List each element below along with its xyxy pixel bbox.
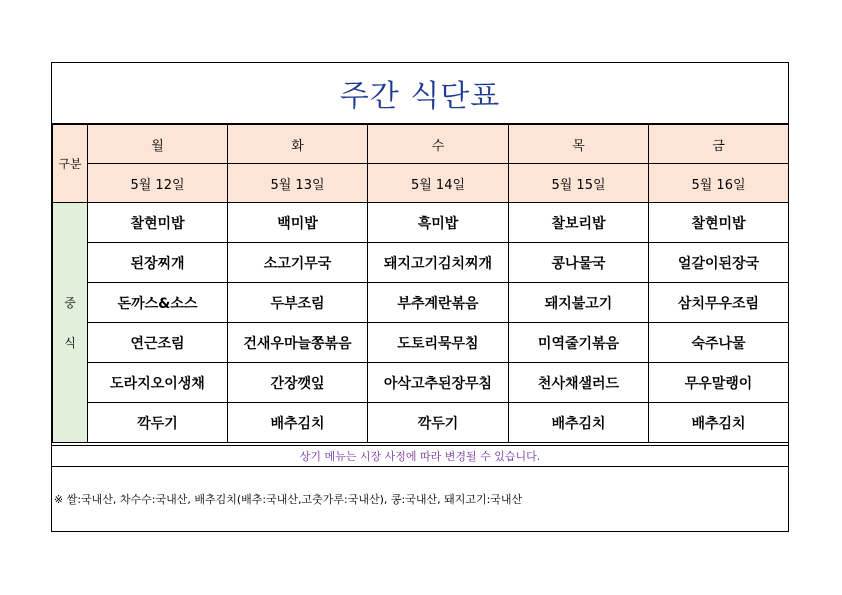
- jungsik-label-1: 중: [64, 295, 76, 310]
- menu-row: [53, 283, 789, 323]
- menu-cell: 도토리묵무침: [368, 323, 509, 363]
- menu-cell: 배추김치: [649, 403, 789, 443]
- menu-cell: 찰보리밥: [509, 203, 649, 243]
- menu-row: [53, 363, 789, 403]
- menu-cell: 배추김치: [228, 403, 368, 443]
- date-thu: 5월 15일: [509, 164, 649, 203]
- menu-row: [53, 203, 789, 243]
- menu-row: [53, 323, 789, 363]
- day-header-mon: 월: [88, 125, 228, 164]
- date-wed: 5월 14일: [368, 164, 509, 203]
- menu-cell: 두부조림: [228, 283, 368, 323]
- menu-cell: 건새우마늘쫑볶음: [228, 323, 368, 363]
- menu-cell: 천사채샐러드: [509, 363, 649, 403]
- menu-cell: 흑미밥: [368, 203, 509, 243]
- menu-cell: 연근조림: [88, 323, 228, 363]
- menu-cell: 소고기무국: [228, 243, 368, 283]
- menu-row: [53, 403, 789, 443]
- menu-cell: 배추김치: [509, 403, 649, 443]
- page-title: 주간 식단표: [52, 63, 788, 124]
- gubun-label: 구분: [53, 125, 88, 203]
- menu-cell: 미역줄기볶음: [509, 323, 649, 363]
- jungsik-label-2: 식: [64, 335, 76, 350]
- day-header-wed: 수: [368, 125, 509, 164]
- date-row: [53, 164, 789, 203]
- menu-cell: 백미밥: [228, 203, 368, 243]
- menu-cell: 간장깻잎: [228, 363, 368, 403]
- date-mon: 5월 12일: [88, 164, 228, 203]
- menu-change-notice: 상기 메뉴는 시장 사정에 따라 변경될 수 있습니다.: [52, 445, 788, 467]
- menu-cell: 도라지오이생채: [88, 363, 228, 403]
- day-header-fri: 금: [649, 125, 789, 164]
- menu-cell: 부추계란볶음: [368, 283, 509, 323]
- menu-cell: 돼지고기김치찌개: [368, 243, 509, 283]
- date-fri: 5월 16일: [649, 164, 789, 203]
- day-header-tue: 화: [228, 125, 368, 164]
- menu-cell: 숙주나물: [649, 323, 789, 363]
- menu-cell: 깍두기: [368, 403, 509, 443]
- menu-cell: 돈까스&소스: [88, 283, 228, 323]
- jungsik-label: [53, 203, 88, 443]
- origin-info: ※ 쌀:국내산, 차수수:국내산, 배추김치(배추:국내산,고춧가루:국내산), 콩:국내산, 돼지고기:국내산: [54, 493, 523, 506]
- date-tue: 5월 13일: [228, 164, 368, 203]
- menu-cell: 아삭고추된장무침: [368, 363, 509, 403]
- menu-cell: 된장찌개: [88, 243, 228, 283]
- menu-cell: 콩나물국: [509, 243, 649, 283]
- day-header-thu: 목: [509, 125, 649, 164]
- menu-cell: 돼지불고기: [509, 283, 649, 323]
- menu-cell: 깍두기: [88, 403, 228, 443]
- menu-sheet: [51, 62, 789, 532]
- menu-cell: 삼치무우조림: [649, 283, 789, 323]
- menu-table: [52, 124, 789, 443]
- day-row: [53, 125, 789, 164]
- menu-row: [53, 243, 789, 283]
- menu-cell: 무우말랭이: [649, 363, 789, 403]
- menu-cell: 찰현미밥: [88, 203, 228, 243]
- menu-cell: 찰현미밥: [649, 203, 789, 243]
- menu-cell: 얼갈이된장국: [649, 243, 789, 283]
